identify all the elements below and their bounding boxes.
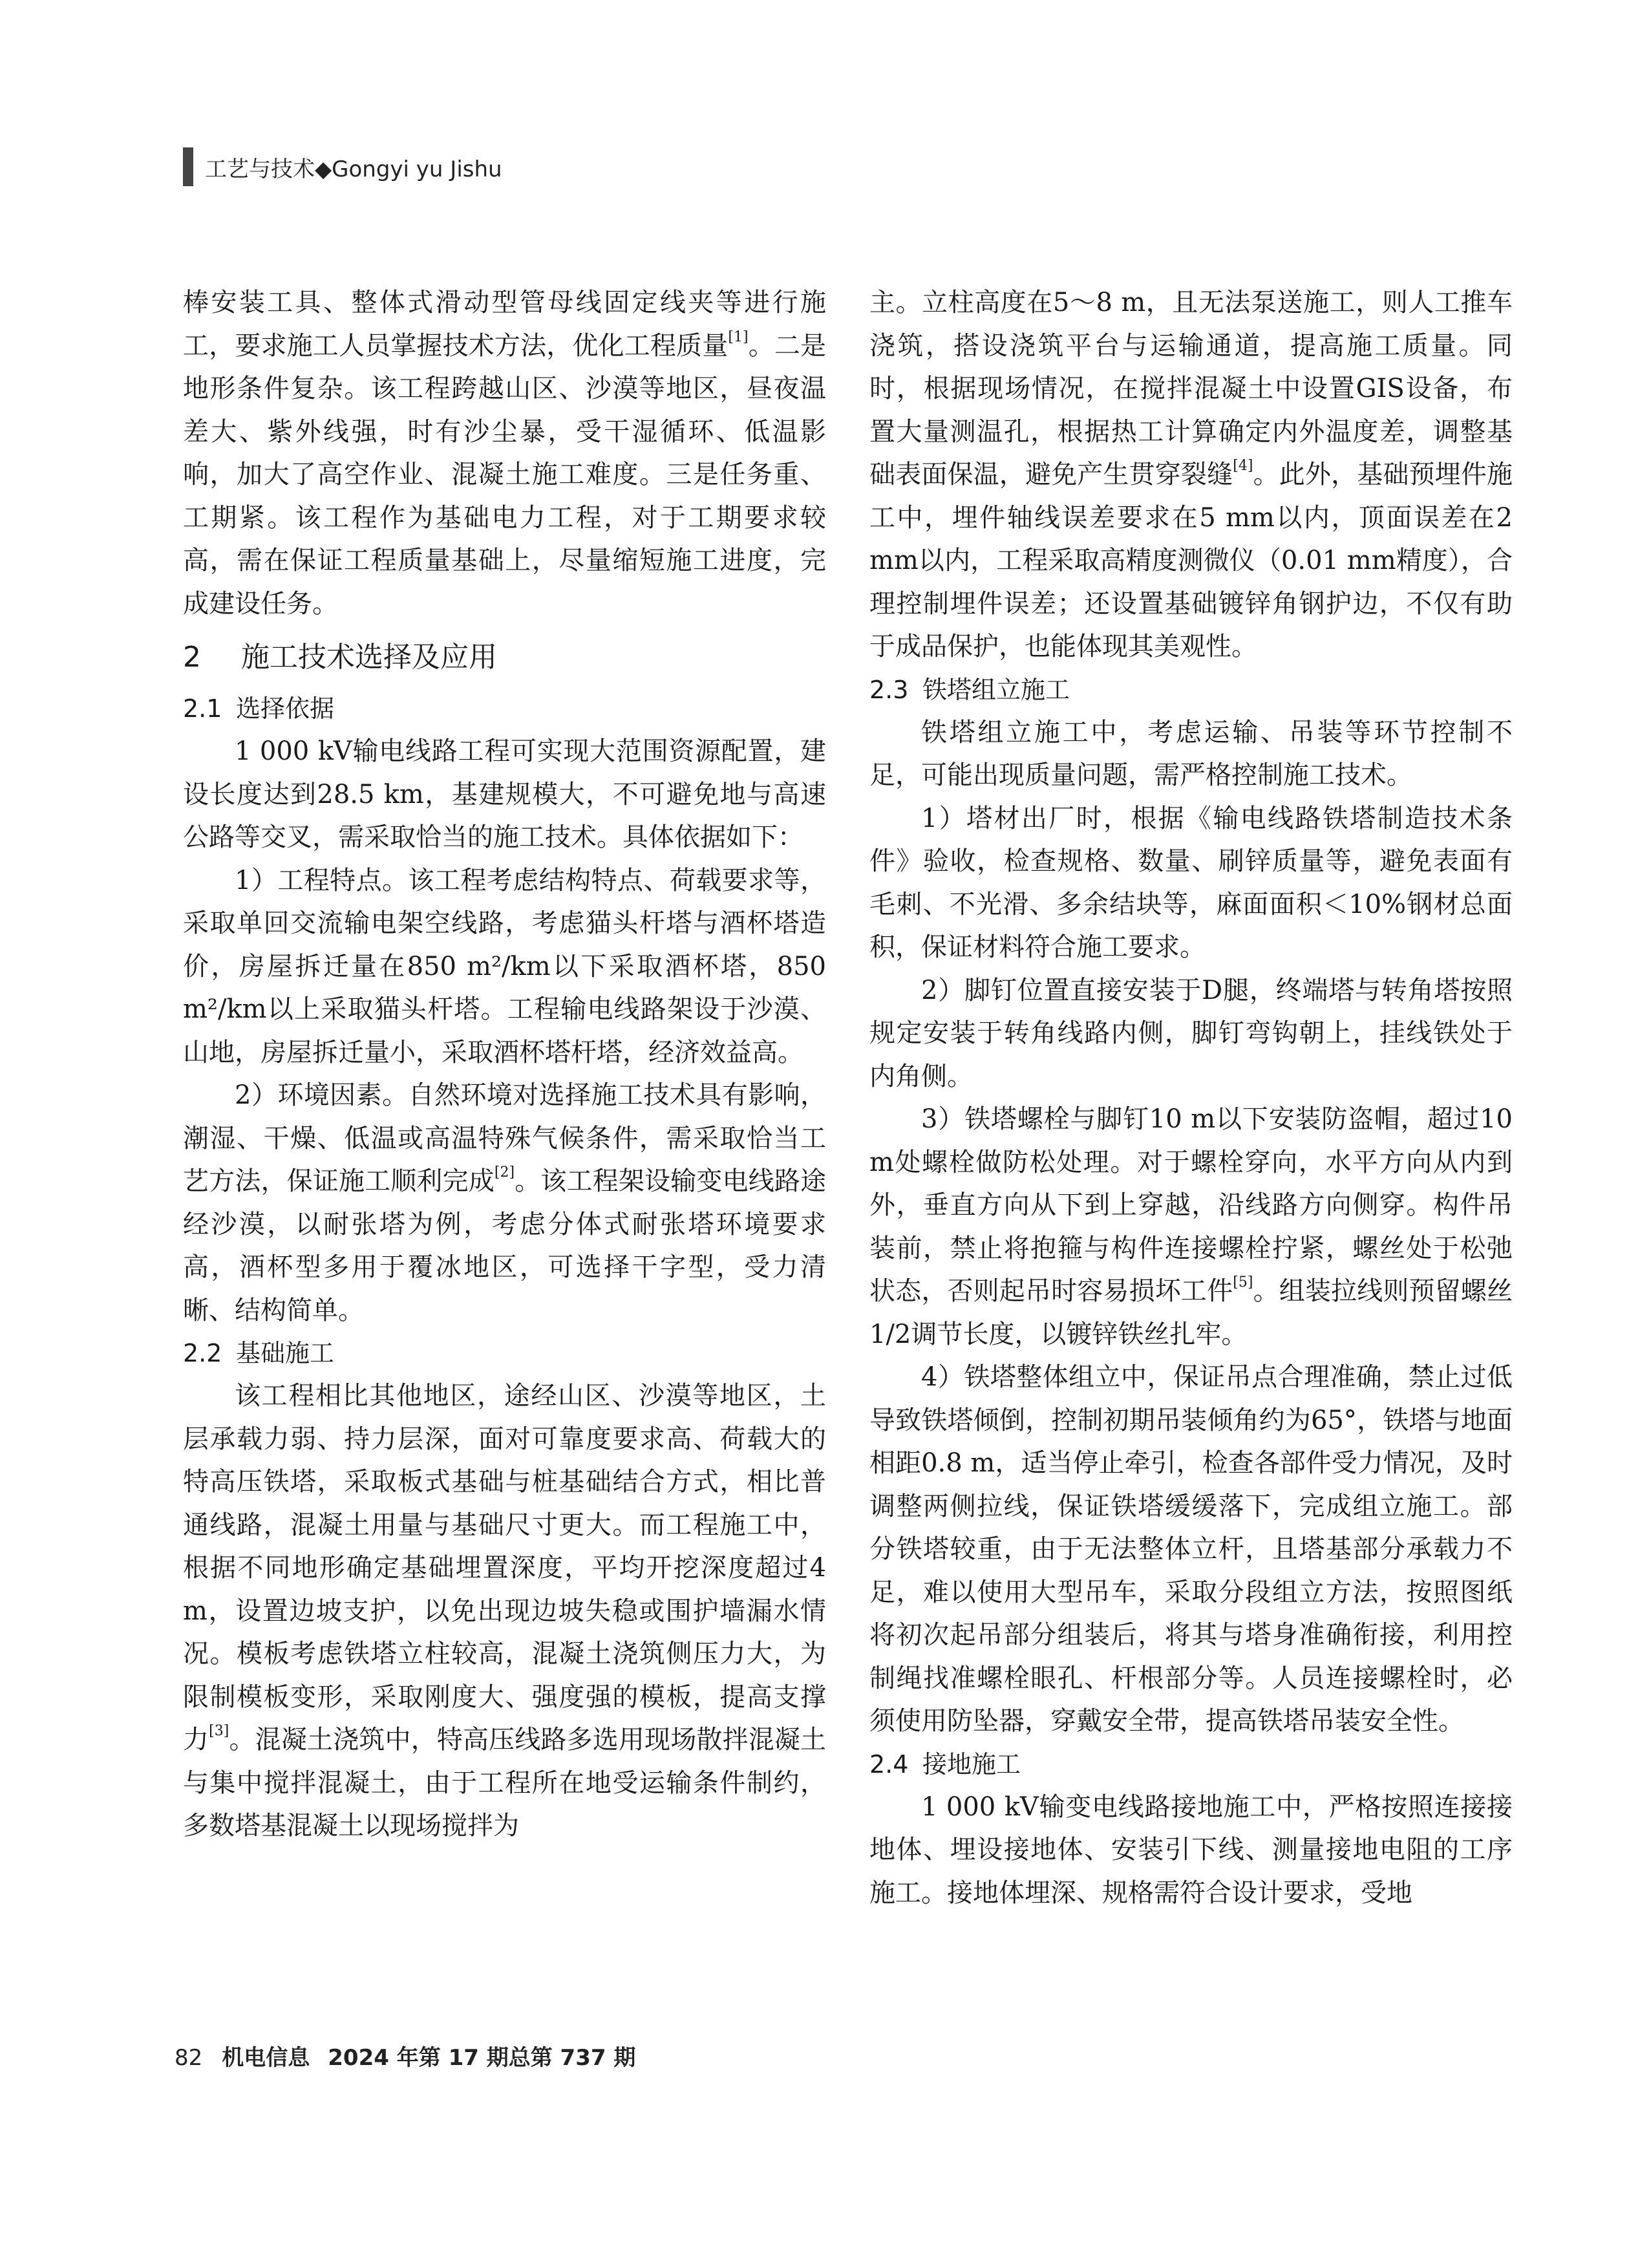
header-separator: ◆ bbox=[315, 156, 332, 182]
right-column bbox=[869, 281, 1513, 1914]
subsection-number: 2.2 bbox=[183, 1339, 222, 1367]
subsection-title: 铁塔组立施工 bbox=[922, 675, 1070, 704]
citation-3: [3] bbox=[209, 1723, 229, 1740]
header-pinyin: Gongyi yu Jishu bbox=[332, 156, 502, 182]
paragraph-text: 主。立柱高度在5～8 m，且无法泵送施工，则人工推车浇筑，搭设浇筑平台与运输通道，提高施工质量。同时，根据现场情况，在搅拌混凝土中设置GIS设备，布置大量测温孔，根据热工计算确定内外温度差，调整基础表面保温，避免产生贯穿裂缝 bbox=[869, 288, 1513, 489]
paragraph-2-3-item-2: 2）脚钉位置直接安装于D腿，终端塔与转角塔按照规定安装于转角线路内侧，脚钉弯钩朝上，挂线铁处于内角侧。 bbox=[869, 975, 1513, 1091]
paragraph-tail: 。该工程架设输变电线路途经沙漠，以耐张塔为例，考虑分体式耐张塔环境要求高，酒杯型多用于覆冰地区，可选择干字型，受力清晰、结构简单。 bbox=[183, 1166, 827, 1325]
subsection-number: 2.1 bbox=[183, 694, 222, 723]
paragraph-2-1-item-1: 1）工程特点。该工程考虑结构特点、荷载要求等，采取单回交流输电架空线路，考虑猫头杆塔与酒杯塔造价，房屋拆迁量在850 m²/km以下采取酒杯塔，850 m²/km以上采取猫头杆塔。工程输电线路架设于沙漠、山地，房屋拆迁量小，采取酒杯塔杆塔，经济效益高。 bbox=[183, 865, 826, 1067]
paragraph-continued bbox=[869, 281, 1513, 669]
citation-5: [5] bbox=[1233, 1274, 1253, 1291]
subsection-title: 选择依据 bbox=[236, 694, 335, 723]
subsection-heading-2-1 bbox=[183, 687, 826, 730]
paragraph-2-3-item-3 bbox=[869, 1098, 1513, 1356]
section-number: 2 bbox=[183, 641, 201, 674]
header-section: 工艺与技术 bbox=[205, 156, 315, 182]
paragraph-tail: 。此外，基础预埋件施工中，埋件轴线误差要求在5 mm以内，顶面误差在2 mm以内，工程采取高精度测微仪（0.01 mm精度），合理控制埋件误差；还设置基础镀锌角钢护边，不仅有助于成品保护，也能体现其美观性。 bbox=[869, 460, 1513, 661]
page-number: 82 bbox=[175, 2045, 203, 2071]
citation-2: [2] bbox=[494, 1164, 515, 1181]
subsection-heading-2-2 bbox=[183, 1332, 826, 1375]
paragraph-intro-text: 棒安装工具、整体式滑动型管母线固定线夹等进行施工，要求施工人员掌握技术方法，优化工程质量 bbox=[183, 288, 826, 361]
paragraph-tail: 。混凝土浇筑中，特高压线路多选用现场散拌混凝土与集中搅拌混凝土，由于工程所在地受运输条件制约，多数塔基混凝土以现场搅拌为 bbox=[183, 1725, 827, 1841]
running-header bbox=[183, 147, 502, 186]
section-title: 施工技术选择及应用 bbox=[241, 641, 497, 674]
subsection-title: 基础施工 bbox=[236, 1339, 335, 1367]
paragraph-2-4: 1 000 kV输变电线路接地施工中，严格按照连接接地体、埋设接地体、安装引下线、测量接地电阻的工序施工。接地体埋深、规格需符合设计要求，受地 bbox=[869, 1792, 1513, 1908]
paragraph-tail: 。组装拉线则预留螺丝1/2调节长度，以镀锌铁丝扎牢。 bbox=[869, 1276, 1513, 1349]
page-footer bbox=[175, 2040, 635, 2071]
citation-4: [4] bbox=[1233, 458, 1253, 475]
issue-info: 2024 年第 17 期总第 737 期 bbox=[328, 2045, 636, 2071]
paragraph-text: 该工程相比其他地区，途经山区、沙漠等地区，土层承载力弱、持力层深，面对可靠度要求高、荷载大的特高压铁塔，采取板式基础与桩基础结合方式，相比普通线路，混凝土用量与基础尺寸更大。而工程施工中，根据不同地形确定基础埋置深度，平均开挖深度超过4 m，设置边坡支护，以免出现边坡失稳或围护墙漏水情况。模板考虑铁塔立柱较高，混凝土浇筑侧压力大，为限制模板变形，采取刚度大、强度强的模板，提高支撑力 bbox=[183, 1381, 826, 1755]
header-text bbox=[205, 151, 502, 183]
paragraph-text: 3）铁塔螺栓与脚钉10 m以下安装防盗帽，超过10 m处螺栓做防松处理。对于螺栓穿向，水平方向从内到外，垂直方向从下到上穿越，沿线路方向侧穿。构件吊装前，禁止将抱箍与构件连接螺栓拧紧，螺丝处于松弛状态，否则起吊时容易损坏工件 bbox=[869, 1104, 1513, 1306]
subsection-heading-2-4 bbox=[869, 1743, 1513, 1786]
subsection-number: 2.4 bbox=[869, 1749, 909, 1779]
paragraph-2-3: 铁塔组立施工中，考虑运输、吊装等环节控制不足，可能出现质量问题，需严格控制施工技术。 bbox=[869, 717, 1513, 790]
paragraph-2-2 bbox=[183, 1375, 826, 1848]
subsection-heading-2-3 bbox=[869, 669, 1513, 711]
journal-name: 机电信息 bbox=[222, 2045, 310, 2071]
paragraph-text: 2）环境因素。自然环境对选择施工技术具有影响，潮湿、干燥、低温或高温特殊气候条件，需采取恰当工艺方法，保证施工顺利完成 bbox=[183, 1080, 826, 1196]
paragraph-intro bbox=[183, 281, 826, 625]
citation-1: [1] bbox=[728, 328, 749, 345]
paragraph-2-3-item-4: 4）铁塔整体组立中，保证吊点合理准确，禁止过低导致铁塔倾倒，控制初期吊装倾角约为65°，铁塔与地面相距0.8 m，适当停止牵引，检查各部件受力情况，及时调整两侧拉线，保证铁塔缓缓落下，完成组立施工。部分铁塔较重，由于无法整体立杆，且塔基部分承载力不足，难以使用大型吊车，采取分段组立方法，按照图纸将初次起吊部分组装后，将其与塔身准确衔接，利用控制绳找准螺栓眼孔、杆根部分等。人员连接螺栓时，必须使用防坠器，穿戴安全带，提高铁塔吊装安全性。 bbox=[869, 1362, 1513, 1736]
paragraph-intro-tail: 。二是地形条件复杂。该工程跨越山区、沙漠等地区，昼夜温差大、紫外线强，时有沙尘暴，受干湿循环、低温影响，加大了高空作业、混凝土施工难度。三是任务重、工期紧。该工程作为基础电力工程，对于工期要求较高，需在保证工程质量基础上，尽量缩短施工进度，完成建设任务。 bbox=[183, 330, 827, 619]
paragraph-2-3-item-1: 1）塔材出厂时，根据《输电线路铁塔制造技术条件》验收，检查规格、数量、刷锌质量等，避免表面有毛刺、不光滑、多余结块等，麻面面积＜10%钢材总面积，保证材料符合施工要求。 bbox=[869, 803, 1513, 962]
paragraph-2-1: 1 000 kV输电线路工程可实现大范围资源配置，建设长度达到28.5 km，基建规模大，不可避免地与高速公路等交叉，需采取恰当的施工技术。具体依据如下： bbox=[183, 736, 826, 852]
left-column bbox=[183, 281, 826, 1848]
header-bar bbox=[183, 147, 193, 186]
paragraph-2-1-item-2 bbox=[183, 1074, 826, 1332]
section-heading-2 bbox=[183, 629, 826, 686]
subsection-title: 接地施工 bbox=[922, 1749, 1021, 1779]
subsection-number: 2.3 bbox=[869, 675, 909, 704]
